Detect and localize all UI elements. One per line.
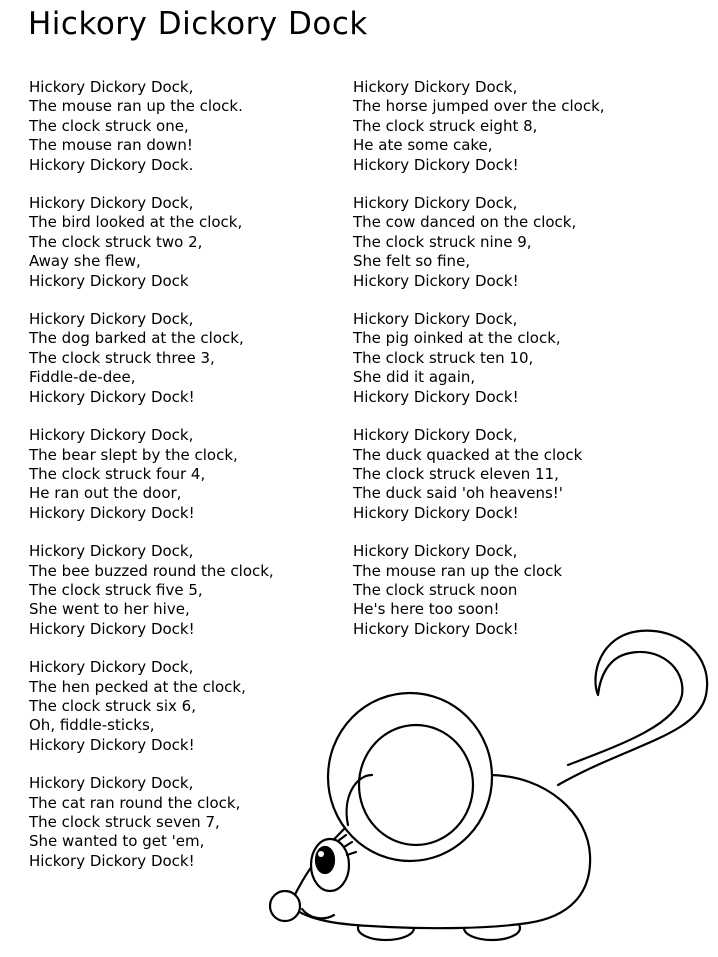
verse-line: Hickory Dickory Dock! <box>353 503 519 522</box>
verse-line: Hickory Dickory Dock! <box>29 619 195 638</box>
verse-line: The cat ran round the clock, <box>29 793 241 812</box>
verse-line: The clock struck one, <box>29 116 189 135</box>
verse-line: The dog barked at the clock, <box>29 329 244 348</box>
verse-line: She did it again, <box>353 368 476 387</box>
verse-line: Hickory Dickory Dock, <box>29 774 194 793</box>
verse-line: Hickory Dickory Dock. <box>29 155 194 174</box>
verse-line: The bear slept by the clock, <box>29 445 238 464</box>
verse-line: Hickory Dickory Dock! <box>29 387 195 406</box>
verse-line: Hickory Dickory Dock! <box>353 271 519 290</box>
verse-line: The clock struck four 4, <box>29 464 206 483</box>
verse-line: She felt so fine, <box>353 252 471 271</box>
verse-line: Away she flew, <box>29 252 141 271</box>
verse-line: The mouse ran down! <box>29 136 193 155</box>
verse-line: The clock struck eleven 11, <box>353 464 559 483</box>
verse-line: She went to her hive, <box>29 600 190 619</box>
verse-line: Hickory Dickory Dock <box>29 271 189 290</box>
verse-line: Hickory Dickory Dock! <box>353 619 519 638</box>
verse-line: Hickory Dickory Dock, <box>29 78 194 96</box>
verse-line: Hickory Dickory Dock, <box>29 194 194 213</box>
verse-line: The bird looked at the clock, <box>29 213 243 232</box>
verse-line: The clock struck six 6, <box>29 696 196 715</box>
verse-line: Fiddle-de-dee, <box>29 368 136 387</box>
page-title: Hickory Dickory Dock <box>28 6 368 42</box>
verse-line: The bee buzzed round the clock, <box>29 561 274 580</box>
verse-stanza <box>29 78 359 175</box>
mouse-illustration-icon <box>268 625 718 957</box>
verse-line: The horse jumped over the clock, <box>353 97 605 116</box>
verse-line: Hickory Dickory Dock, <box>353 78 518 96</box>
verse-line: Hickory Dickory Dock! <box>353 387 519 406</box>
verse-stanza <box>353 426 683 523</box>
verse-stanza <box>353 194 683 291</box>
verse-line: The hen pecked at the clock, <box>29 677 246 696</box>
verse-line: Hickory Dickory Dock, <box>29 310 194 329</box>
verse-line: Hickory Dickory Dock, <box>353 194 518 213</box>
verse-line: Hickory Dickory Dock, <box>29 426 194 445</box>
verse-line: He ran out the door, <box>29 484 182 503</box>
verse-stanza <box>29 426 359 523</box>
verse-line: The duck quacked at the clock <box>353 445 583 464</box>
verse-stanza <box>353 78 683 175</box>
verse-line: The mouse ran up the clock <box>353 561 563 580</box>
verse-stanza <box>29 194 359 291</box>
verse-line: He ate some cake, <box>353 136 493 155</box>
verse-line: Hickory Dickory Dock! <box>353 155 519 174</box>
verse-line: Hickory Dickory Dock! <box>29 735 195 754</box>
verse-line: The clock struck nine 9, <box>353 232 532 251</box>
verse-line: Hickory Dickory Dock! <box>29 851 195 870</box>
verse-line: Hickory Dickory Dock, <box>353 542 518 561</box>
verse-line: The mouse ran up the clock. <box>29 97 243 116</box>
verse-line: The cow danced on the clock, <box>353 213 577 232</box>
verse-line: The clock struck noon <box>353 580 518 599</box>
verse-stanza <box>29 310 359 407</box>
verse-line: Hickory Dickory Dock! <box>29 503 195 522</box>
verse-line: The clock struck eight 8, <box>353 116 538 135</box>
verse-line: Hickory Dickory Dock, <box>353 426 518 445</box>
verse-line: She wanted to get 'em, <box>29 832 205 851</box>
verse-stanza <box>353 310 683 407</box>
verse-line: The clock struck seven 7, <box>29 813 220 831</box>
verse-line: He's here too soon! <box>353 600 500 619</box>
verse-line: The clock struck ten 10, <box>353 348 534 367</box>
verse-line: The clock struck three 3, <box>29 348 215 367</box>
verse-line: The duck said 'oh heavens!' <box>353 484 563 503</box>
verse-line: Oh, fiddle-sticks, <box>29 716 155 735</box>
right-verse-column <box>353 78 683 658</box>
verse-line: Hickory Dickory Dock, <box>29 658 194 677</box>
verse-line: The clock struck two 2, <box>29 232 203 251</box>
verse-line: Hickory Dickory Dock, <box>353 310 518 329</box>
verse-line: Hickory Dickory Dock, <box>29 542 194 561</box>
verse-line: The pig oinked at the clock, <box>353 329 561 348</box>
verse-line: The clock struck five 5, <box>29 580 203 599</box>
